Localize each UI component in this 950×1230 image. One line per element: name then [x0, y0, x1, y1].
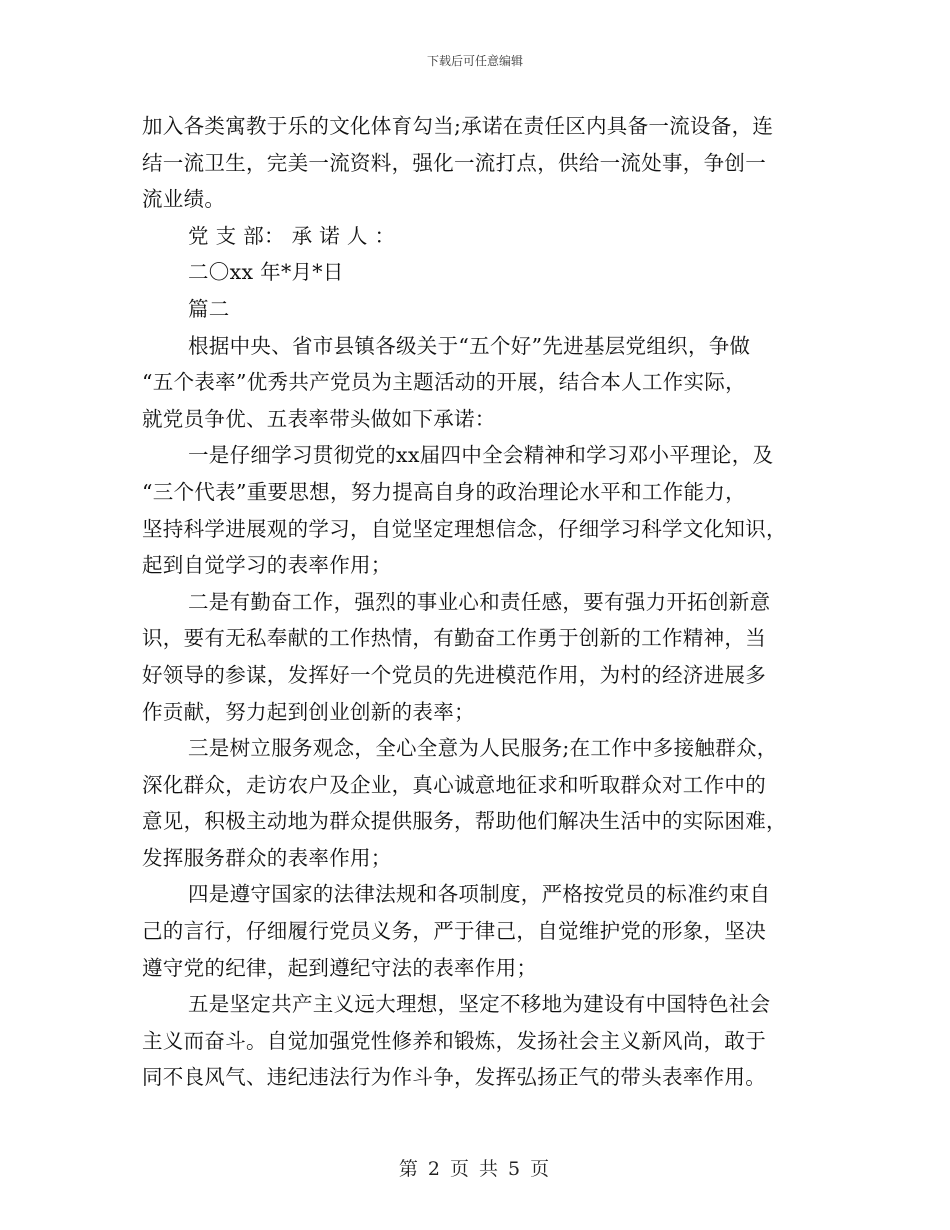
text-line: 己的言行，仔细履行党员义务，严于律己，自觉维护党的形象，坚决 — [142, 919, 766, 944]
signature-line: 党 支 部： 承 诺 人 ： — [188, 223, 396, 248]
text-line: 遵守党的纪律，起到遵纪守法的表率作用； — [142, 955, 538, 980]
text-line: 同不良风气、违纪违法行为作斗争，发挥弘扬正气的带头表率作用。 — [142, 1065, 766, 1090]
text-line: 意见，积极主动地为群众提供服务，帮助他们解决生活中的实际困难， — [142, 809, 787, 834]
text-line: “三个代表”重要思想，努力提高自身的政治理论水平和工作能力， — [142, 479, 746, 504]
text-block — [142, 108, 810, 1096]
page-footer: 第 2 页 共 5 页 — [398, 1158, 552, 1180]
text-line: 识，要有无私奉献的工作热情，有勤奋工作勇于创新的工作精神，当 — [142, 626, 766, 651]
text-line: 好领导的参谋，发挥好一个党员的先进模范作用，为村的经济进展多 — [142, 662, 766, 687]
text-line: 四是遵守国家的法律法规和各项制度，严格按党员的标准约束自 — [188, 882, 771, 907]
text-line: 发挥服务群众的表率作用； — [142, 845, 392, 870]
text-line: 就党员争优、五表率带头做如下承诺： — [142, 406, 496, 431]
section-heading: 篇二 — [188, 296, 230, 321]
text-line: 坚持科学进展观的学习，自觉坚定理想信念，仔细学习科学文化知识， — [142, 516, 787, 541]
text-line: 二是有勤奋工作，强烈的事业心和责任感，要有强力开拓创新意 — [188, 589, 771, 614]
document-body — [142, 108, 810, 1096]
text-line: 主义而奋斗。自觉加强党性修养和锻炼，发扬社会主义新风尚，敢于 — [142, 1028, 766, 1053]
text-line: 根据中央、省市县镇各级关于“五个好”先进基层党组织，争做 — [188, 333, 751, 358]
text-line: 作贡献，努力起到创业创新的表率； — [142, 699, 475, 724]
text-line: 三是树立服务观念，全心全意为人民服务;在工作中多接触群众， — [188, 736, 778, 761]
text-line: 流业绩。 — [142, 187, 226, 212]
text-line: 加入各类寓教于乐的文化体育勾当;承诺在责任区内具备一流设备，连 — [142, 114, 774, 138]
text-line: 一是仔细学习贯彻党的xx届四中全会精神和学习邓小平理论，及 — [188, 443, 774, 468]
text-line: 深化群众，走访农户及企业，真心诚意地征求和听取群众对工作中的 — [142, 772, 766, 797]
page-header: 下载后可任意编辑 — [426, 54, 523, 68]
text-line: “五个表率”优秀共产党员为主题活动的开展，结合本人工作实际， — [142, 370, 746, 395]
text-line: 结一流卫生，完美一流资料，强化一流打点，供给一流处事，争创一 — [142, 150, 766, 175]
text-line: 五是坚定共产主义远大理想，坚定不移地为建设有中国特色社会 — [188, 992, 771, 1017]
text-line: 起到自觉学习的表率作用； — [142, 553, 392, 578]
date-line: 二〇xx 年*月*日 — [188, 260, 344, 285]
